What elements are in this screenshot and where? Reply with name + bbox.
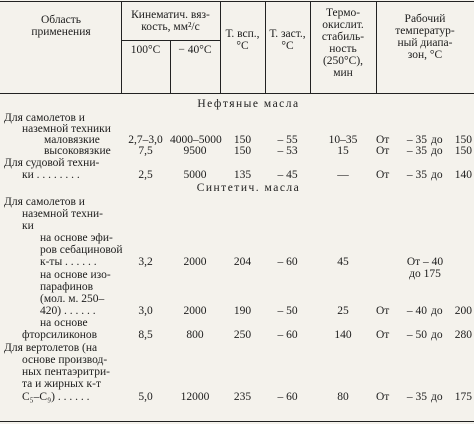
row-low-viscosity-label: маловязкие <box>44 134 100 146</box>
row-low-viscosity-pour: – 55 <box>277 134 298 146</box>
row-helicopters-label-line5: C₅–C₉) . . . . . . <box>22 391 90 403</box>
row-low-viscosity-v100: 2,7–3,0 <box>128 134 163 146</box>
row-fluorosilicones-range-high: 280 <box>454 329 472 341</box>
row-isoparaffins-range-from: От <box>376 305 390 317</box>
row-marine-vm40: 5000 <box>183 169 207 181</box>
header-range-line3: ный диапа- <box>397 37 453 49</box>
header-pour-point-line2: °С <box>281 40 294 52</box>
header-range-line4: зон, °С <box>407 49 443 61</box>
row-helicopters-label-line4: та и жирных к-т <box>22 378 101 390</box>
header-viscosity-100c: 100°C <box>130 44 161 56</box>
row-helicopters-flash: 235 <box>233 391 252 403</box>
row-fluorosilicones-label-line2: фторсиликонов <box>22 329 98 341</box>
header-stability-line5: (250°С), <box>322 55 364 67</box>
row-helicopters-label-line2: основе производ- <box>22 354 108 366</box>
row-high-viscosity-vm40: 9500 <box>183 145 207 157</box>
row-isoparaffins-label-line2: парафинов <box>40 281 94 293</box>
row-marine-range-high: 140 <box>454 169 472 181</box>
header-viscosity-line2: кость, мм²/с <box>141 21 200 33</box>
row-sebacic-esters-flash: 204 <box>233 256 252 268</box>
row-high-viscosity-range-low: – 35 <box>406 145 427 157</box>
row-helicopters-label-line1: Для вертолетов (на <box>4 342 98 354</box>
row-helicopters-range-low: – 35 <box>406 391 427 403</box>
row-low-viscosity-vm40: 4000–5000 <box>170 134 222 146</box>
row-helicopters-range-from: От <box>376 391 390 403</box>
row-helicopters-range-to: до <box>431 391 443 403</box>
row-low-viscosity-range-to: до <box>431 134 443 146</box>
row-marine-range-from: От <box>376 169 390 181</box>
row-marine-v100: 2,5 <box>138 169 153 181</box>
bottom-rule <box>0 421 474 422</box>
row-fluorosilicones-pour: – 60 <box>277 329 298 341</box>
row-isoparaffins-range-low: – 40 <box>406 305 427 317</box>
row-helicopters-pour: – 60 <box>277 391 298 403</box>
row-low-viscosity-range-high: 150 <box>454 134 472 146</box>
row-fluorosilicones-range-to: до <box>431 329 443 341</box>
row-fluorosilicones-label-line1: на основе <box>40 317 88 329</box>
row-sebacic-esters-vm40: 2000 <box>183 256 207 268</box>
row-isoparaffins-range-to: до <box>431 305 443 317</box>
row-high-viscosity-flash: 150 <box>233 145 252 157</box>
header-stability-line4: ность <box>329 43 357 55</box>
header-pour-point-line1: Т. заст., <box>269 28 306 40</box>
header-range-line1: Рабочий <box>404 13 446 25</box>
row-isoparaffins-label-line3: (мол. м. 250– <box>40 293 105 305</box>
row-synth-aircraft-label-line2: наземной техни- <box>22 208 103 220</box>
top-rule <box>0 1 474 2</box>
header-stability-line3: стабиль- <box>321 31 365 43</box>
row-marine-stability: — <box>337 169 349 181</box>
row-helicopters-label-line3: ных пентаэритри- <box>22 366 110 378</box>
row-isoparaffins-label-line1: на основе изо- <box>40 269 111 281</box>
row-marine-label-line2: ки . . . . . . . . <box>22 169 80 181</box>
row-high-viscosity-range-to: до <box>431 145 443 157</box>
row-sebacic-esters-v100: 3,2 <box>138 256 153 268</box>
header-viscosity-minus40c: − 40°C <box>178 44 212 56</box>
header-stability-line2: окислит. <box>322 19 364 31</box>
row-isoparaffins-vm40: 2000 <box>183 305 207 317</box>
row-high-viscosity-range-from: От <box>376 145 390 157</box>
row-helicopters-stability: 80 <box>337 391 349 403</box>
row-sebacic-esters-label-line2: ров себациновой <box>40 244 123 256</box>
section-title-synthetic-oils: Синтетич. масла <box>196 182 301 194</box>
row-aircraft-ground-label-line1: Для самолетов и <box>4 112 85 124</box>
row-high-viscosity-pour: – 53 <box>277 145 298 157</box>
row-helicopters-range-high: 175 <box>454 391 472 403</box>
row-fluorosilicones-vm40: 800 <box>186 329 204 341</box>
row-synth-aircraft-label-line1: Для самолетов и <box>4 196 85 208</box>
row-fluorosilicones-flash: 250 <box>233 329 252 341</box>
header-flash-point-line1: Т. всп., <box>225 28 260 40</box>
header-rule <box>0 93 474 94</box>
row-synth-aircraft-label-line3: ки <box>22 220 34 232</box>
row-fluorosilicones-range-from: От <box>376 329 390 341</box>
row-high-viscosity-range-high: 150 <box>454 145 472 157</box>
row-helicopters-v100: 5,0 <box>138 391 153 403</box>
row-marine-flash: 135 <box>233 169 252 181</box>
section-title-petroleum-oils: Нефтяные масла <box>197 98 300 110</box>
row-low-viscosity-range-low: – 35 <box>406 134 427 146</box>
header-flash-point-line2: °С <box>236 40 249 52</box>
row-low-viscosity-stability: 10–35 <box>328 134 358 146</box>
row-aircraft-ground-label-line2: наземной техники <box>22 123 111 135</box>
row-marine-pour: – 45 <box>277 169 298 181</box>
row-high-viscosity-v100: 7,5 <box>138 145 153 157</box>
row-high-viscosity-label: высоковязкие <box>44 145 111 157</box>
row-sebacic-esters-pour: – 60 <box>277 256 298 268</box>
row-high-viscosity-stability: 15 <box>337 145 349 157</box>
row-isoparaffins-v100: 3,0 <box>138 305 153 317</box>
header-stability-line1: Термо- <box>325 7 361 19</box>
row-isoparaffins-stability: 25 <box>337 305 349 317</box>
row-helicopters-vm40: 12000 <box>180 391 210 403</box>
header-stability-line6: мин <box>333 67 353 79</box>
header-area-line1: Область <box>40 14 82 26</box>
header-area-line2: применения <box>31 26 91 38</box>
row-marine-label-line1: Для судовой техни- <box>4 157 100 169</box>
row-sebacic-esters-label-line3: к-ты . . . . . . <box>40 256 97 268</box>
row-sebacic-esters-range-line1: От – 40 <box>406 256 444 268</box>
header-range-line2: температур- <box>395 25 455 37</box>
row-low-viscosity-range-from: От <box>376 134 390 146</box>
row-low-viscosity-flash: 150 <box>233 134 252 146</box>
row-sebacic-esters-stability: 45 <box>337 256 349 268</box>
row-marine-range-to: до <box>431 169 443 181</box>
row-isoparaffins-flash: 190 <box>233 305 252 317</box>
row-sebacic-esters-label-line1: на основе эфи- <box>40 232 113 244</box>
row-isoparaffins-label-line4: 420) . . . . . . <box>40 305 96 317</box>
row-fluorosilicones-stability: 140 <box>334 329 352 341</box>
header-viscosity-line1: Кинематич. вяз- <box>131 9 210 21</box>
row-fluorosilicones-range-low: – 50 <box>406 329 427 341</box>
row-fluorosilicones-v100: 8,5 <box>138 329 153 341</box>
row-isoparaffins-pour: – 50 <box>277 305 298 317</box>
row-marine-range-low: – 35 <box>406 169 427 181</box>
row-sebacic-esters-range-line2: до 175 <box>409 268 441 280</box>
row-isoparaffins-range-high: 200 <box>454 305 472 317</box>
